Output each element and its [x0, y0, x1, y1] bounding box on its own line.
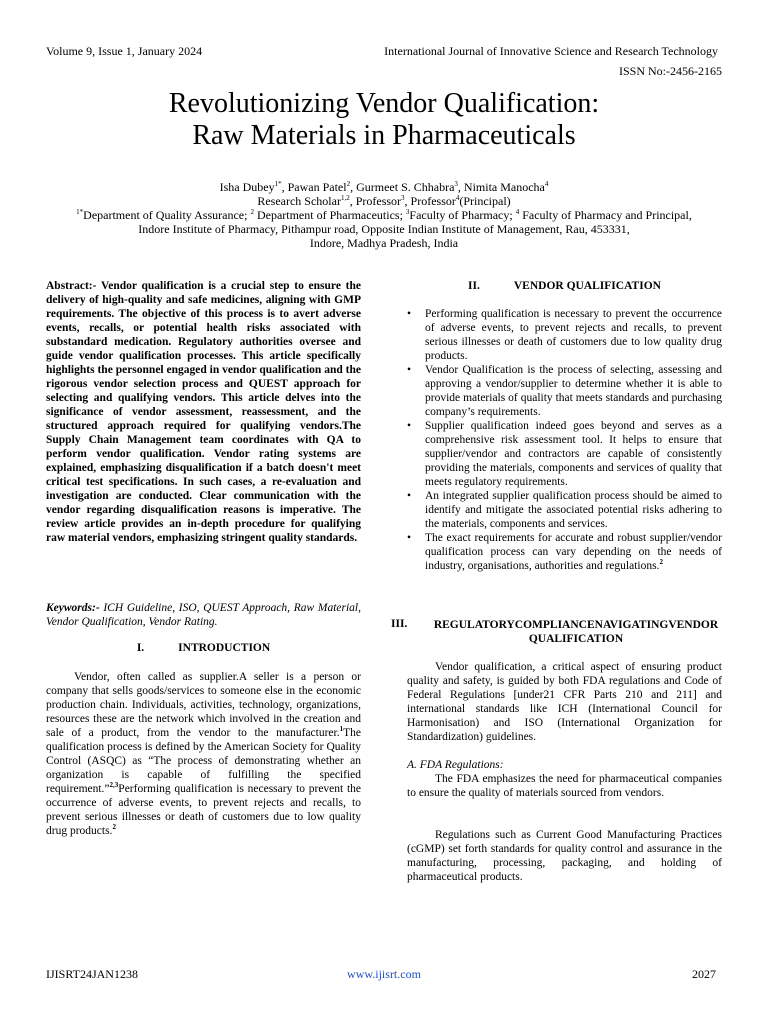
- author-roles: Research Scholar$^{1,2}$, Professor$^3$, Professor$^4$(Principal): [257, 194, 511, 208]
- section-number: II.: [468, 280, 480, 292]
- list-item: [405, 363, 722, 419]
- footer-page-number: 2027: [692, 967, 716, 981]
- list-item-text: An integrated supplier qualification process should be aimed to identify and mitigate the associated potential risks adhering to the materials, components and services.: [425, 490, 722, 530]
- bullet-list: [405, 307, 722, 573]
- bullet-icon: •: [407, 420, 412, 432]
- bullet-icon: •: [407, 308, 412, 320]
- fda-paragraph: The FDA emphasizes the need for pharmaceutical companies to ensure the quality of materials sourced from vendors.: [407, 773, 722, 799]
- keywords-text: ICH Guideline, ISO, QUEST Approach, Raw Material, Vendor Qualification, Vendor Rating.: [46, 602, 361, 628]
- list-item: [405, 531, 722, 573]
- vendor-qualification-list: [405, 307, 722, 573]
- affiliation-line-1: $^{1*}$Department of Quality Assurance; $^2$ Department of Pharmaceutics; $^3$Faculty of Pharmacy; $^4$ Faculty of Pharmacy and Principal,: [76, 208, 692, 222]
- cgmp-paragraph: Regulations such as Current Good Manufacturing Practices (cGMP) set forth standards for quality control and assurance in the manufacturing, processing, packaging, and holding of pharmaceutical products.: [407, 829, 722, 883]
- footer-website-link[interactable]: www.ijisrt.com: [347, 967, 421, 981]
- running-header-volume: Volume 9, Issue 1, January 2024: [46, 44, 203, 58]
- keywords-label: Keywords:-: [46, 602, 100, 614]
- title-line-1: Revolutionizing Vendor Qualification:: [168, 88, 600, 119]
- list-item: [405, 307, 722, 363]
- intro-text-2: The qualification process is defined by the American Society for Quality Control (ASQC) as “The process of demonstrating whether an organization is capable of fulfilling the specified requirement.”: [46, 727, 361, 795]
- list-item-text: The exact requirements for accurate and robust supplier/vendor qualification process can vary depending on the needs of industry, organisations, authorities and regulations.: [425, 532, 722, 572]
- affiliation-line-2: Indore Institute of Pharmacy, Pithampur road, Opposite Indian Institute of Management, Rau, 453331,: [138, 222, 630, 236]
- list-item: [405, 489, 722, 531]
- section-heading-vendor-qualification: [407, 279, 722, 293]
- list-item-text: Vendor Qualification is the process of selecting, assessing and approving a vendor/supplier to determine whether it is able to provide materials of quality that meets standards and purchasing company’s requirements.: [425, 364, 722, 418]
- citation-ref: 2: [659, 558, 663, 567]
- section-number-iii: III.: [391, 618, 408, 630]
- intro-text-1: Vendor, often called as supplier.A seller is a person or company that sells goods/services to someone else in the economic production chain. Individuals, activities, technology, organizations, resources these are the network which involved in the creation and sale of a product, from the vendor to the manufacturer.: [46, 671, 361, 739]
- citation-ref: 1: [339, 725, 344, 734]
- running-header-journal: International Journal of Innovative Science and Research Technology: [384, 44, 718, 58]
- regulatory-paragraph: Vendor qualification, a critical aspect of ensuring product quality and safety, is guided by both FDA regulations and Code of Federal Regulations [under21 CFR Parts 210 and 211] and international standards like ICH (International Council for Harmonisation) and ISO (International Organization for Standardization) guidelines.: [407, 661, 722, 743]
- section-title: INTRODUCTION: [178, 642, 271, 654]
- page-title: [0, 88, 768, 152]
- bullet-icon: •: [407, 532, 412, 544]
- bullet-icon: •: [407, 490, 412, 502]
- issn-label: ISSN No:-2456-2165: [618, 64, 722, 78]
- list-item: [405, 419, 722, 489]
- citation-ref: 2: [112, 823, 116, 832]
- intro-text-3: Performing qualification is necessary to prevent the occurrence of adverse events, to prevent rejects and recalls, to prevent serious illnesses or death of customers due to low quality drug products.: [46, 783, 361, 837]
- subsection-heading-fda: A. FDA Regulations:: [407, 759, 504, 771]
- section-number: I.: [136, 642, 145, 654]
- title-line-2: Raw Materials in Pharmaceuticals: [192, 120, 576, 151]
- affiliation-line-3: Indore, Madhya Pradesh, India: [309, 236, 459, 250]
- citation-ref: 2,3: [109, 781, 119, 790]
- introduction-paragraph: [46, 670, 361, 838]
- footer-article-id: IJISRT24JAN1238: [46, 967, 138, 981]
- bullet-icon: •: [407, 364, 412, 376]
- abstract-paragraph: Abstract:- Vendor qualification is a crucial step to ensure the delivery of high-quality and safe medicines, aligning with GMP requirements. The objective of this process is to avert adverse events, recalls, or potential health risks associated with substandard medication. Regulatory authorities oversee and guide vendor qualification processes. This article specifically highlights the personnel engaged in vendor qualification and the rigorous vendor selection process and QUEST approach for selecting and qualifying vendors. This article delves into the significance of vendor assessment, reassessment, and the structured approach required for qualifying vendors.The Supply Chain Management team coordinates with QA to perform vendor qualification. Vendor rating systems are explained, emphasizing disqualification if a batch doesn't meet critical test specifications. In such cases, a re-evaluation and investigation are conducted. Clear communication with the vendor regarding disqualification reasons is imperative. The review article provides an in-depth procedure for qualifying raw material vendors, emphasizing stringent quality standards.: [46, 280, 361, 544]
- list-item-text: Supplier qualification indeed goes beyond and serves as a comprehensive risk assessment tool. It helps to ensure that supplier/vendor and contractors are capable of consistently providing the materials, components and services of quality that meets regulatory requirements.: [425, 420, 722, 488]
- section-heading-introduction: [46, 641, 361, 655]
- author-names: Isha Dubey$^{1*}$, Pawan Patel$^2$, Gurmeet S. Chhabra$^3$, Nimita Manocha$^4$: [219, 180, 549, 194]
- author-block: [0, 180, 768, 250]
- list-item-text: Performing qualification is necessary to prevent the occurrence of adverse events, to prevent rejects and recalls, to prevent serious illnesses or death of customers due to low quality drug products.: [425, 308, 722, 362]
- section-title: VENDOR QUALIFICATION: [513, 280, 661, 292]
- section-heading-regulatory: REGULATORYCOMPLIANCENAVIGATINGVENDORQUALIFICATION: [433, 619, 719, 645]
- keywords-paragraph: [46, 601, 361, 629]
